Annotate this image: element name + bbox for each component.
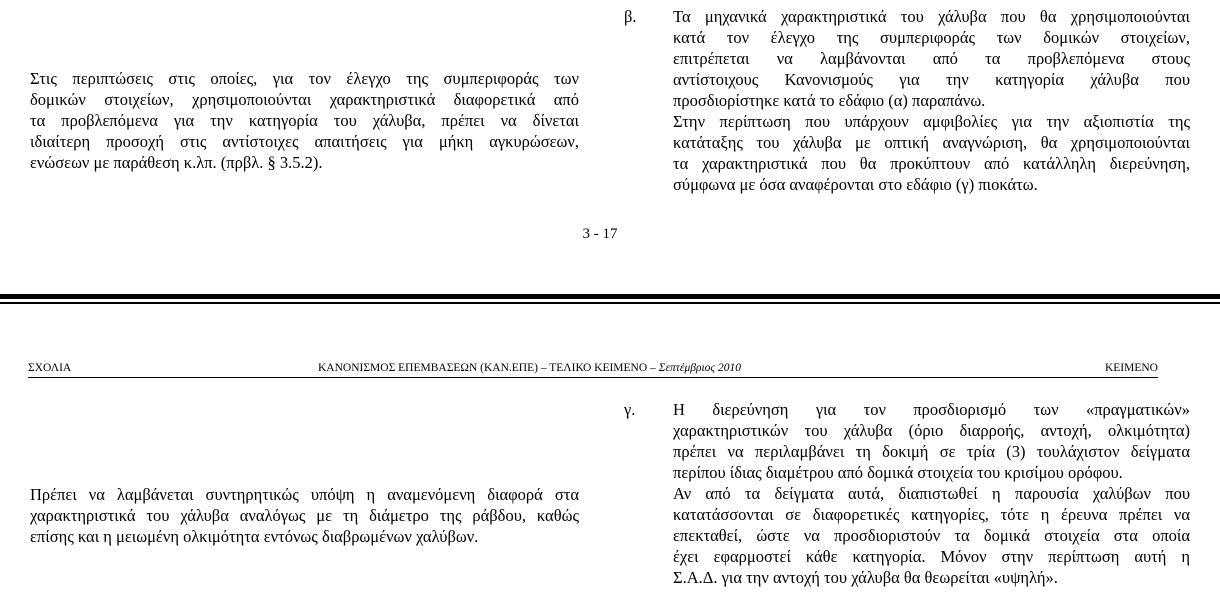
item-g-paragraph	[673, 399, 1190, 588]
header-date: Σεπτέμβριος 2010	[658, 362, 741, 374]
item-g-marker: γ.	[624, 400, 636, 419]
header-title-text: ΚΑΝΟΝΙΣΜΟΣ ΕΠΕΜΒΑΣΕΩΝ (ΚΑΝ.ΕΠΕ) – ΤΕΛΙΚΟ ΚΕΙΜΕΝΟ –	[318, 362, 659, 374]
text-line: προσδιορίστηκε κατά το εδάφιο (α) παραπάνω.	[673, 91, 986, 110]
text-line: περίπου ίδιας διαμέτρου από δομικά στοιχεία του κρισίμου ορόφου.	[673, 463, 1123, 482]
text-line: χαρακτηριστικά του χάλυβα αναλόγως με τη διάμετρο της ράβδου, καθώς	[30, 506, 579, 525]
text-line: Η διερεύνηση για τον προσδιορισμό των «πραγματικών»	[673, 400, 1190, 419]
header-left-label: ΣΧΟΛΙΑ	[28, 362, 72, 374]
text-line: έχει εφαρμοστεί κάθε κατηγορία. Μόνον στην περίπτωση αυτή η	[673, 547, 1190, 566]
text-line: τα χαρακτηριστικά που θα προκύπτουν από κατάλληλη διερεύνηση,	[673, 154, 1190, 173]
item-b-marker: β.	[624, 7, 637, 26]
top-comment-paragraph	[30, 68, 579, 173]
header-right-label: ΚΕΙΜΕΝΟ	[1104, 362, 1158, 374]
text-line: Σ.Α.Δ. για την αντοχή του χάλυβα θα θεωρείται «υψηλή».	[673, 568, 1058, 587]
header-center-title	[318, 361, 741, 375]
text-line: επεκταθεί, ώστε να προσδιοριστούν τα δομικά στοιχεία στα οποία	[673, 526, 1190, 545]
text-line: κατάταξης του χάλυβα με οπτική αναγνώριση, θα χρησιμοποιούνται	[673, 133, 1190, 152]
text-line: ενώσεων με παράθεση κ.λπ. (πρβλ. § 3.5.2).	[30, 153, 323, 172]
text-line: Στην περίπτωση που υπάρχουν αμφιβολίες για την αξιοπιστία της	[673, 112, 1190, 131]
text-line: κατά τον έλεγχο της συμπεριφοράς των δομικών στοιχείων,	[673, 28, 1190, 47]
text-line: επιτρέπεται να λαμβάνονται από τα προβλεπόμενα στους	[673, 49, 1190, 68]
text-line: δομικών στοιχείων, χρησιμοποιούνται χαρακτηριστικά διαφορετικά από	[30, 90, 579, 109]
text-line: τα προβλεπόμενα για την κατηγορία του χάλυβα, πρέπει να δίνεται	[30, 111, 579, 130]
text-line: Αν από τα δείγματα αυτά, διαπιστωθεί η παρουσία χαλύβων που	[673, 484, 1190, 503]
text-line: σύμφωνα με όσα αναφέρονται στο εδάφιο (γ) πιοκάτω.	[673, 175, 1038, 194]
text-line: αντίστοιχους Κανονισμούς για την κατηγορία χάλυβα που	[673, 70, 1190, 89]
text-line: Στις περιπτώσεις στις οποίες, για τον έλεγχο της συμπεριφοράς των	[30, 69, 579, 88]
bottom-comment-paragraph	[30, 484, 579, 547]
page-separator-thick	[0, 294, 1220, 299]
top-page	[0, 0, 1220, 294]
page-number: 3 - 17	[582, 226, 618, 242]
text-line: πρέπει να περιλαμβάνει τη δοκιμή σε τρία (3) τουλάχιστον δείγματα	[673, 442, 1190, 461]
text-line: ιδιαίτερη προσοχή στις αντίστοιχες απαιτήσεις για μήκη αγκυρώσεων,	[30, 132, 579, 151]
running-header	[28, 361, 1158, 378]
text-line: χαρακτηριστικών του χάλυβα (όριο διαρροής, αντοχή, ολκιμότητα)	[673, 421, 1190, 440]
text-line: Τα μηχανικά χαρακτηριστικά του χάλυβα που θα χρησιμοποιούνται	[673, 7, 1190, 26]
text-line: Πρέπει να λαμβάνεται συντηρητικώς υπόψη η αναμενόμενη διαφορά στα	[30, 485, 579, 504]
item-b-paragraph	[673, 6, 1190, 195]
text-line: κατατάσσονται σε διαφορετικές κατηγορίες, τότε η έρευνα πρέπει να	[673, 505, 1190, 524]
page-separator-thin	[0, 302, 1220, 304]
text-line: επίσης και η μειωμένη ολκιμότητα εντόνως διαβρωμένων χαλύβων.	[30, 527, 479, 546]
bottom-page	[0, 305, 1220, 597]
